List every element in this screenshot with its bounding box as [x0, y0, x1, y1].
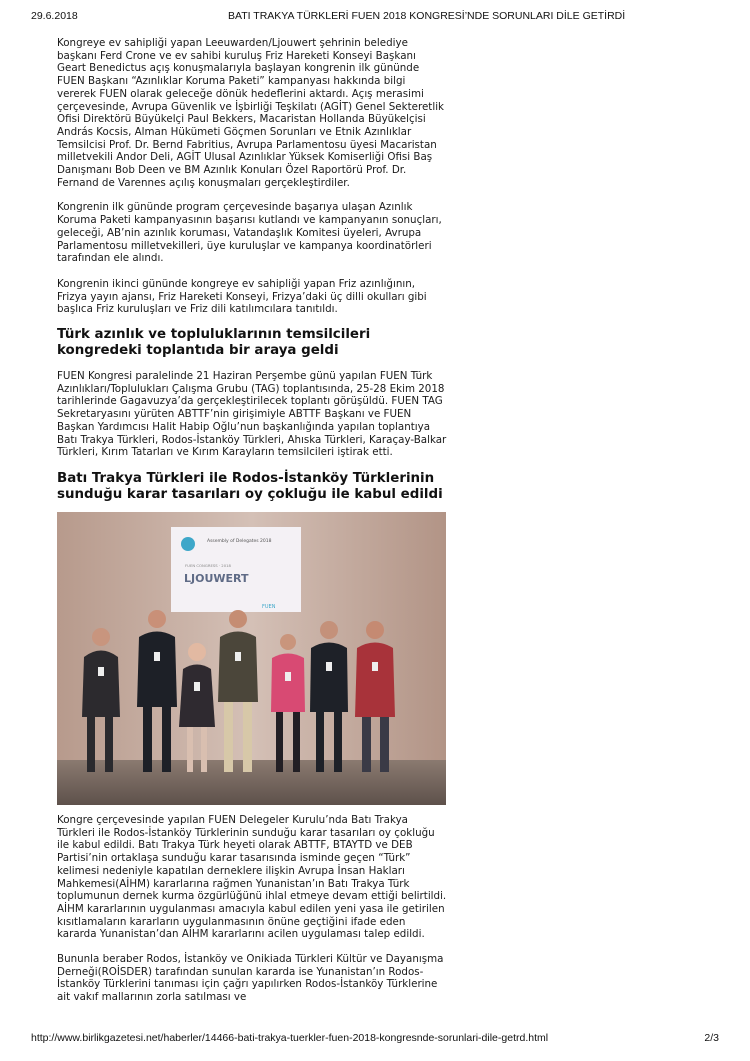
- heading-turkish-minorities: Türk azınlık ve topluluklarının temsilcileri kongredeki toplantıda bir araya geldi: [57, 327, 371, 359]
- print-date: 29.6.2018: [31, 10, 78, 22]
- paragraph-tag-meeting: FUEN Kongresi paralelinde 21 Haziran Perşembe günü yapılan FUEN Türk Azınlıkları/Toplulukları Çalışma Grubu (TAG) toplantısında, 25-28 Ekim 2018 tarihlerinde Gagavuzya’da gerçekleştirilecek toplantı görüşüldü. FUEN TAG Sekretaryasını yürüten ABTTF’nin girişimiyle ABTTF Başkanı ve FUEN Başkan Yardımcısı Halit Habip Oğlu’nun başkanlığında yapılan toplantıya Batı Trakya Türkleri, Rodos-İstanköy Türkleri, Ahıska Türkleri, Karaçay-Balkar Türkleri, Kırım Tatarları ve Kırım Karayların temsilcileri iştirak etti.: [57, 370, 447, 459]
- congress-banner: [171, 527, 301, 612]
- banner-subtitle: Assembly of Delegates 2018: [207, 538, 272, 544]
- paragraph-second-day: Kongrenin ikinci gününde kongreye ev sahipliği yapan Friz azınlığının, Frizya yayın ajansı, Friz Hareketi Konseyi, Frizya’daki üç dilli okulları gibi başlıca Friz kuruluşları ve Friz dili katılımcılara tanıtıldı.: [57, 277, 427, 316]
- banner-city: LJOUWERT: [184, 571, 249, 585]
- heading-resolutions: Batı Trakya Türkleri ile Rodos-İstanköy Türklerinin sunduğu karar tasarıları oy çokluğu ile kabul edildi: [57, 470, 443, 502]
- print-title: BATI TRAKYA TÜRKLERİ FUEN 2018 KONGRESİ’NDE SORUNLARI DİLE GETİRDİ: [228, 10, 626, 22]
- paragraph-resolutions-detail: Kongre çerçevesinde yapılan FUEN Delegeler Kurulu’nda Batı Trakya Türkleri ile Rodos-İstanköy Türklerinin sunduğu karar tasarıları oy çokluğu ile kabul edildi. Batı Trakya Türk heyeti olarak ABTTF, BTAYTD ve DEB Partisi’nin ortaklaşa sunduğu karar tasarısında isminde geçen “Türk” kelimesi nedeniyle kapatılan derneklere ilişkin Avrupa İnsan Hakları Mahkemesi(AİHM) kararlarına rağmen Yunanistan’ın Batı Trakya Türk toplumunun dernek kurma özgürlüğünü ihlal etmeye devam ettiği belirtildi. AİHM kararlarının uygulanması amacıyla kabul edilen yeni yasa ile getirilen kısıtlamaların kararların uygulanmasının önüne geçtiğini ifade eden kararda Yunanistan’dan AİHM kararlarını acilen uygulaması talep edildi.: [57, 813, 447, 941]
- print-footer: [31, 1032, 719, 1046]
- article-body: [57, 37, 447, 1017]
- paragraph-roisder: Bununla beraber Rodos, İstanköy ve Onikiada Türkleri Kültür ve Dayanışma Derneği(ROİSDER) tarafından sunulan kararda ise Yunanistan’ın Rodos-İstanköy Türklerini tanıması için çağrı yapılırken Rodos-İstanköy Türklerine ait vakıf mallarının zorla satılması ve: [57, 953, 444, 1004]
- source-url[interactable]: http://www.birlikgazetesi.net/haberler/14466-bati-trakya-tuerkler-fuen-2018-kongresnde-sorunlari-dile-getrd.html: [31, 1032, 549, 1044]
- banner-logo: FUEN: [262, 603, 276, 610]
- paragraph-first-day: Kongrenin ilk gününde program çerçevesinde başarıya ulaşan Azınlık Koruma Paketi kampanyasının başarısı kutlandı ve kampanyanın sonuçları, geleceği, AB’nin azınlık koruması, Vatandaşlık Komitesi üyeleri, Avrupa Parlamentosu milletvekilleri, üye kuruluşlar ve kampanya koordinatörleri tarafından ele alındı.: [57, 201, 442, 265]
- page-number: 2/3: [704, 1032, 719, 1044]
- paragraph-opening: Kongreye ev sahipliği yapan Leeuwarden/Ljouwert şehrinin belediye başkanı Ferd Crone ve ev sahibi kuruluş Friz Hareketi Konseyi Başkanı Geart Benedictus açış konuşmalarıyla başlayan kongrenin ilk gününde FUEN Başkanı “Azınlıklar Koruma Paketi” kampanyası hakkında bilgi vererek FUEN olarak geleceğe dönük hedeflerini aktardı. Açış merasimi çerçevesinde, Avrupa Güvenlik ve İşbirliği Teşkilatı (AGİT) Genel Sekteretlik Ofisi Direktörü Büyükelçi Paul Bekkers, Macaristan Hollanda Büyükelçisi András Kocsis, Alman Hükümeti Göçmen Sorunları ve Etnik Azınlıklar Temsilcisi Prof. Dr. Bernd Fabritius, Avrupa Parlamentosu üyesi Macaristan milletvekili Andor Deli, AGİT Ulusal Azınlıklar Yüksek Komiserliği Ofisi Baş Danışmanı Bob Deen ve BM Azınlık Konuları Özel Raportörü Prof. Dr. Fernand de Varennes açılış konuşmaları gerçekleştirdiler.: [57, 37, 445, 189]
- group-photo: [57, 512, 446, 805]
- banner-congress: FUEN CONGRESS · 2018: [185, 562, 231, 568]
- print-header: [31, 10, 719, 24]
